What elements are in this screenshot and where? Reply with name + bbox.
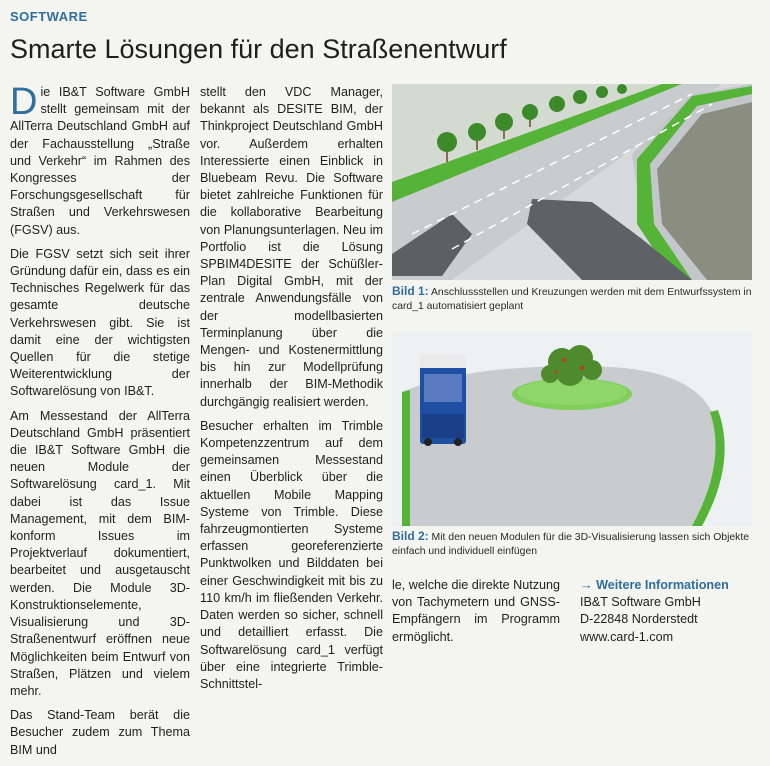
caption-1-label: Bild 1: <box>392 284 429 298</box>
section-label: SOFTWARE <box>10 9 88 24</box>
caption-figure-2 <box>392 530 754 558</box>
info-address: D-22848 Norderstedt <box>580 612 698 627</box>
caption-2-text: Mit den neuen Modulen für die 3D-Visualisierung lassen sich Objekte einfach und individuell einfügen <box>392 532 750 557</box>
paragraph-messestand: Am Messestand der AllTerra Deutschland GmbH präsentiert die IB&T Software GmbH die neuen Module der Softwarelösung card_1. Mit dabei ist das Issue Management, mit dem BIM-konform Issues im Projektverlauf dokumentiert, bearbeitet und ausgetauscht werden. Die Module 3D-Konstruktionselemente, Visualisierung und 3D-Straßenentwurf eröffnen neue Möglichkeiten beim Entwurf von Straßen, Plätzen und vielem mehr. <box>10 408 190 698</box>
caption-1-text: Anschlussstellen und Kreuzungen werden mit dem Entwurfssystem in card_1 automatisiert geplant <box>392 287 752 312</box>
arrow-right-icon: → <box>580 578 593 592</box>
article-headline: Smarte Lösungen für den Straßenentwurf <box>10 34 507 64</box>
info-web-link[interactable]: www.card-1.com <box>580 629 674 644</box>
info-company: IB&T Software GmbH <box>580 595 701 610</box>
figure-1-road-junction <box>392 84 752 280</box>
paragraph-schnittstelle: le, welche die direkte Nutzung von Tachymetern und GNSS-Empfängern im Programm ermöglicht. <box>392 578 561 644</box>
text-column-2 <box>200 84 383 700</box>
drop-cap: D <box>10 81 38 123</box>
caption-2-label: Bild 2: <box>392 529 429 543</box>
info-title: Weitere Informationen <box>596 578 729 592</box>
paragraph-intro <box>10 81 190 239</box>
paragraph-fgsv: Die FGSV setzt sich seit ihrer Gründung dafür ein, dass es ein Technisches Regelwerk für das gesamte deutsche Verkehrswesen gibt. Sie ist damit eine der wichtigsten Quellen für die stetige Weiterentwicklung der Softwarelösung von IB&T. <box>10 246 190 399</box>
figure-2-bus-visualization <box>392 332 752 526</box>
info-heading <box>580 577 760 594</box>
caption-figure-1 <box>392 285 754 313</box>
text-column-3 <box>392 577 560 653</box>
paragraph-trimble: Besucher erhalten im Trimble Kompetenzzentrum auf dem gemeinsamen Messestand einen Überblick über die aktuellen Mobile Mapping Systeme von Trimble. Diese fahrzeugmontierten Systeme erfassen georeferenzierte Punktwolken und Bilddaten bei einer Geschwindigkeit mit bis zu 110 km/h im fließenden Verkehr. Daten werden so sicher, schnell und detailliert erfasst. Die Softwarelösung card_1 verfügt über eine integrierte Trimble-Schnittstel- <box>200 418 383 691</box>
paragraph-vdc-manager: stellt den VDC Manager, bekannt als DESITE BIM, der Thinkproject Deutschland GmbH vor. Außerdem erhalten Interessierte einen Einblick in Bluebeam Revu. Die Software bietet zahlreiche Funktionen für die kollaborative Bearbeitung von Planungsunterlagen. Neu im Portfolio ist die Lösung SPBIM4DESITE der Schüßler-Plan Digital GmbH, mit der zentrale Anwendungsfälle von der modellbasierten Terminplanung über die Mengen- und Kostenermittlung bis hin zur Modellprüfung innerhalb der BIM-Methodik durchgängig realisiert werden. <box>200 85 383 409</box>
info-box <box>580 577 760 646</box>
text-column-1 <box>10 81 190 766</box>
paragraph-intro-text: ie IB&T Software GmbH stellt gemeinsam mit der AllTerra Deutschland GmbH auf der Fachausstellung „Straße und Verkehr“ im Rahmen des Kongresses der Forschungsgesellschaft für Straßen und Verkehrswesen (FGSV) aus. <box>10 85 190 237</box>
paragraph-stand-team: Das Stand-Team berät die Besucher zudem zum Thema BIM und <box>10 708 190 757</box>
